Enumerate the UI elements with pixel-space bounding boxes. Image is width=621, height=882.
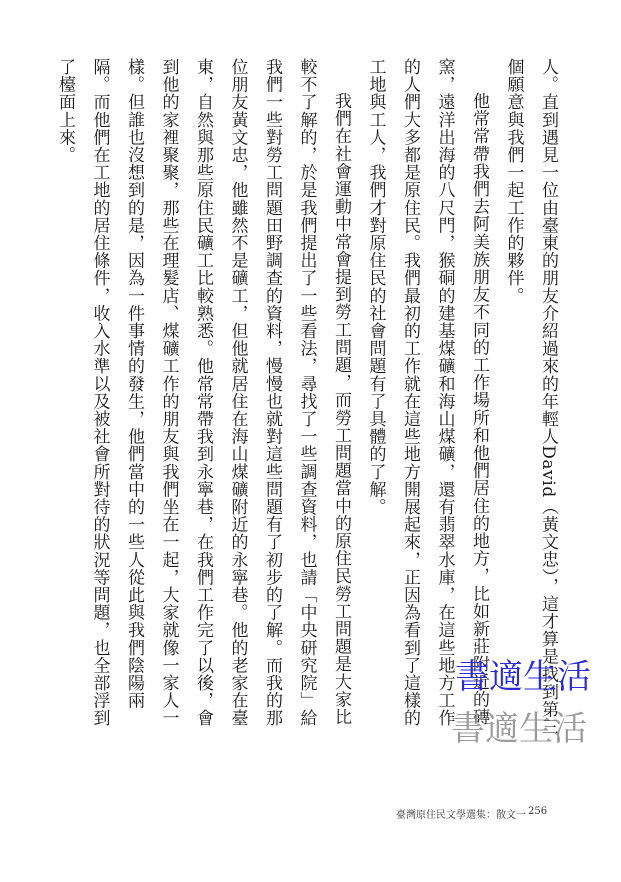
page-number: 256 xyxy=(528,806,548,817)
paragraph-1: 人。直到遇見一位由臺東的朋友介紹過來的年輕人David（黃文忠），這才算是找到第三個願意與我們一起工作的夥伴。 xyxy=(503,58,558,736)
paragraph-3: 我們在社會運動中常會提到勞工問題，而勞工問題當中的原住民勞工問題是大家比較不了解的，於是我們提出了一些看法，尋找了一些調查資料，也請「中央研究院」給我們一些對勞工問題田野調查的資料，慢慢也就對這些問題有了初步的了解。而我的那位朋友黃文忠，他雖然不是礦工，但他就居住在海山煤礦附近的永寧巷。他的老家在臺東，自然與那些原住民礦工比較熟悉。他常常帶我到永寧巷，在我們工作完了以後，會到他的家裡聚聚，那些在理髮店、煤礦工作的朋友與我們坐在一起，大家就像一家人一樣。但誰也沒想到的是，因為一件事情的發生，他們當中的一些人從此與我們陰陽兩隔。而他們在工地的居住條件，收入水準以及被社會所對待的狀況等問題，也全部浮到了檯面上來。 xyxy=(55,58,351,727)
paragraph-2: 他常常帶我們去阿美族朋友不同的工作場所和他們居住的地方，比如新莊附近的磚窯，遠洋出海的八尺門，猴硐的建基煤礦和海山煤礦，還有翡翠水庫，在這些地方工作的人們大多都是原住民。我們最初的工作就在這些地方開展起來，正因為看到了這樣的工地與工人，我們才對原住民的社會問題有了具體的了解。 xyxy=(365,58,489,727)
watermark-secondary: 書適生活 xyxy=(451,709,587,749)
page-footer xyxy=(0,806,621,822)
collection-title: 臺灣原住民文學選集：散文一 xyxy=(396,810,526,821)
body-text xyxy=(55,58,565,738)
watermark-primary: 書適生活 xyxy=(455,657,591,697)
